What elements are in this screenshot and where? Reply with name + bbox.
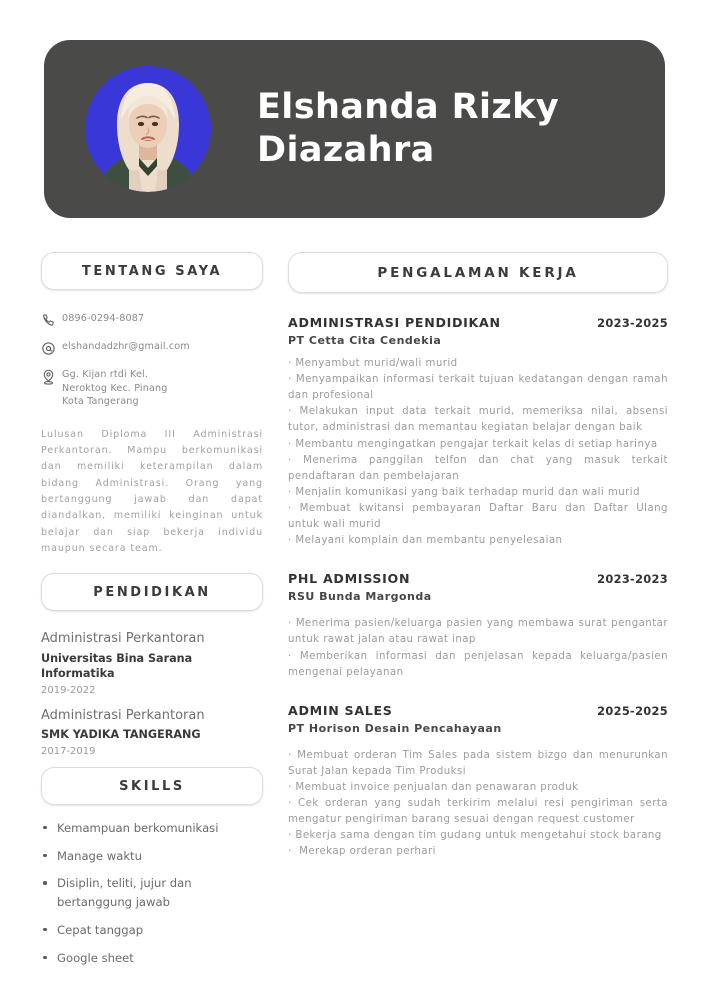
list-item: Cepat tanggap bbox=[41, 921, 263, 940]
profile-photo bbox=[85, 66, 211, 192]
contact-address-row bbox=[41, 368, 263, 409]
portrait-illustration bbox=[85, 66, 211, 192]
contact-email-row bbox=[41, 340, 263, 356]
list-item: · Menyambut murid/wali murid bbox=[288, 356, 668, 372]
experience-header bbox=[288, 703, 668, 718]
section-heading-experience: PENGALAMAN KERJA bbox=[288, 252, 668, 293]
list-item: · Membuat orderan Tim Sales pada sistem bizgo dan menurunkan Surat Jalan kepada Tim Produksi bbox=[288, 748, 668, 780]
address bbox=[62, 368, 167, 409]
list-item: Disiplin, teliti, jujur dan bertanggung jawab bbox=[41, 874, 263, 912]
section-heading-about: TENTANG SAYA bbox=[41, 252, 263, 290]
skills-section bbox=[41, 767, 263, 968]
job-duties-list bbox=[288, 616, 668, 680]
skills-list bbox=[41, 819, 263, 968]
about-paragraph: Lulusan Diploma III Administrasi Perkantoran. Mampu berkomunikasi dan memiliki keterampilan dalam bidang Administrasi. Orang yang bertanggung jawab dan dapat diandalkan, memiliki keinginan untuk belajar dan siap bekerja individu maupun secara team. bbox=[41, 428, 263, 555]
education-years: 2019-2022 bbox=[41, 684, 96, 696]
list-item: · Membuat invoice penjualan dan penawaran produk bbox=[288, 780, 668, 796]
education-section bbox=[41, 573, 263, 756]
name-line-2: Diazahra bbox=[257, 130, 435, 170]
list-item: · Cek orderan yang sudah terkirim melalui resi pengiriman serta mengatur pengiriman barang sesuai dengan request customer bbox=[288, 796, 668, 828]
address-line-3: Kota Tangerang bbox=[62, 396, 139, 408]
list-item: · Merekap orderan perhari bbox=[288, 844, 668, 860]
address-line-1: Gg. Kijan rtdi Kel. bbox=[62, 369, 149, 380]
list-item: Google sheet bbox=[41, 949, 263, 968]
name-line-1: Elshanda Rizky bbox=[257, 87, 560, 128]
phone-icon bbox=[41, 312, 62, 328]
experience-header bbox=[288, 571, 668, 586]
list-item: · Bekerja sama dengan tim gudang untuk mengetahui stock barang bbox=[288, 828, 668, 844]
education-major: Administrasi Perkantoran bbox=[41, 707, 205, 723]
education-years: 2017-2019 bbox=[41, 745, 96, 757]
right-column bbox=[288, 252, 668, 861]
section-heading-skills: SKILLS bbox=[41, 767, 263, 805]
education-item bbox=[41, 629, 263, 695]
experience-item bbox=[288, 571, 668, 680]
list-item: · Membantu mengingatkan pengajar terkait kelas di setiap harinya bbox=[288, 437, 668, 453]
list-item: · Membuat kwitansi pembayaran Daftar Baru dan Daftar Ulang untuk wali murid bbox=[288, 501, 668, 533]
list-item: · Menerima panggilan telfon dan chat yang masuk terkait pendaftaran dan pembelajaran bbox=[288, 453, 668, 485]
list-item: · Melakukan input data terkait murid, memeriksa nilai, absensi tutor, administrasi dan memantau kegiatan belajar dengan baik bbox=[288, 404, 668, 436]
list-item: · Menerima pasien/keluarga pasien yang membawa surat pengantar untuk rawat jalan atau rawat inap bbox=[288, 616, 668, 648]
address-line-2: Neroktog Kec. Pinang bbox=[62, 382, 168, 394]
resume-header bbox=[44, 40, 665, 218]
experience-item bbox=[288, 703, 668, 861]
education-major: Administrasi Perkantoran bbox=[41, 631, 205, 647]
job-title: ADMINISTRASI PENDIDIKAN bbox=[288, 315, 501, 330]
list-item: Kemampuan berkomunikasi bbox=[41, 819, 263, 838]
email-address: elshandadzhr@gmail.com bbox=[62, 341, 190, 352]
job-title: ADMIN SALES bbox=[288, 702, 393, 718]
list-item: · Memberikan informasi dan penjelasan kepada keluarga/pasien mengenai pelayanan bbox=[288, 649, 668, 681]
experience-item bbox=[288, 315, 668, 549]
list-item: · Melayani komplain dan membantu penyelesaian bbox=[288, 533, 668, 549]
education-item bbox=[41, 706, 263, 757]
contact-phone-row bbox=[41, 312, 263, 328]
job-years: 2025-2025 bbox=[597, 703, 668, 718]
job-years: 2023-2025 bbox=[597, 316, 668, 330]
list-item: Manage waktu bbox=[41, 847, 263, 866]
phone-number: 0896-0294-8087 bbox=[62, 313, 145, 324]
job-company: PT Cetta Cita Cendekia bbox=[288, 334, 442, 347]
education-school: Universitas Bina Sarana Informatika bbox=[41, 651, 193, 681]
education-school: SMK YADIKA TANGERANG bbox=[41, 728, 201, 742]
list-item: · Menyampaikan informasi terkait tujuan kedatangan dengan ramah dan profesional bbox=[288, 372, 668, 404]
job-company: RSU Bunda Margonda bbox=[288, 590, 432, 604]
section-heading-education: PENDIDIKAN bbox=[41, 573, 263, 611]
candidate-name bbox=[257, 86, 559, 171]
left-column bbox=[41, 252, 263, 977]
job-duties-list bbox=[288, 356, 668, 549]
contact-list bbox=[41, 312, 263, 409]
location-pin-icon bbox=[41, 368, 62, 385]
job-title: PHL ADMISSION bbox=[288, 571, 411, 587]
job-years: 2023-2023 bbox=[597, 572, 668, 587]
email-at-icon bbox=[41, 340, 62, 356]
job-duties-list bbox=[288, 748, 668, 861]
experience-header bbox=[288, 315, 668, 330]
list-item: · Menjalin komunikasi yang baik terhadap murid dan wali murid bbox=[288, 485, 668, 501]
job-company: PT Horison Desain Pencahayaan bbox=[288, 721, 502, 735]
